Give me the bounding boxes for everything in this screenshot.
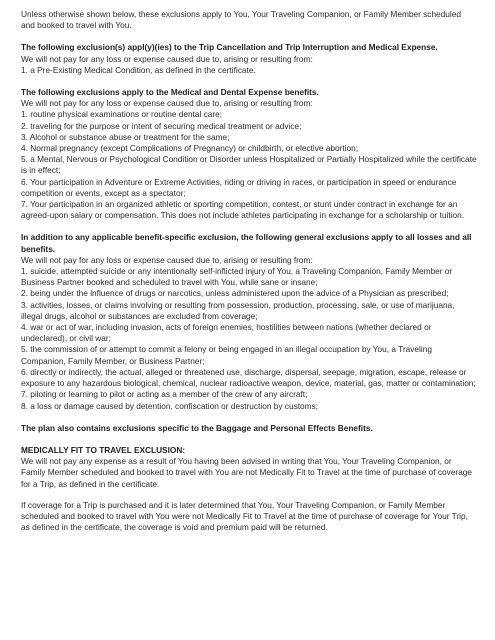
list-item: 5. a Mental, Nervous or Psychological Condition or Disorder unless Hospitalized or Partially Hospitalized while the certificate is in effect;	[21, 154, 477, 176]
medical-dental-exclusions-section	[21, 87, 477, 221]
exclusion-list	[21, 266, 477, 412]
list-item: 2. traveling for the purpose or intent of securing medical treatment or advice;	[21, 120, 302, 131]
list-item: 7. Your participation in an organized athletic or sporting competition, contest, or stunt under contract in exchange for an agreed-upon salary or compensation. This does not include athletes participating in exchange for a scholarship or tuition.	[21, 199, 465, 221]
medically-fit-paragraph-1: We will not pay any expense as a result of You having been advised in writing that You, Your Traveling Companion, or Family Member scheduled and booked to travel with You are not Medically Fit to Travel at the time of purchase of coverage for a Trip, as defined in the certificate.	[21, 456, 473, 489]
exclusion-list	[21, 109, 477, 221]
list-item: 8. a loss or damage caused by detention, confiscation or destruction by customs;	[21, 400, 319, 411]
medically-fit-paragraph-2: If coverage for a Trip is purchased and it is later determined that You, Your Traveling Companion, or Family Member scheduled and booked to travel with You were not Medically Fit to Travel at the time of purchase of coverage for Your Trip, as defined in the certificate, the coverage is void and premium paid will be returned.	[21, 499, 468, 533]
section-heading: The following exclusions apply to the Medical and Dental Expense benefits.	[21, 87, 319, 98]
section-heading: MEDICALLY FIT TO TRAVEL EXCLUSION:	[21, 444, 186, 455]
section-heading: In addition to any applicable benefit-specific exclusion, the following general exclusions apply to all losses and all benefits.	[21, 232, 472, 254]
section-heading: The following exclusion(s) appl(y)(ies) to the Trip Cancellation and Trip Interruption and Medical Expense.	[21, 42, 438, 53]
section-lead: We will not pay for any loss or expense caused due to, arising or resulting from:	[21, 53, 313, 64]
trip-cancellation-exclusions-section	[21, 42, 477, 76]
list-item: 4. war or act of war, including invasion, acts of foreign enemies, hostilities between nations (whether declared or undeclared), or civil war;	[21, 322, 432, 344]
baggage-note-section	[21, 423, 477, 434]
section-lead: We will not pay for any loss or expense caused due to, arising or resulting from:	[21, 98, 313, 109]
general-exclusions-section	[21, 232, 477, 411]
list-item: 3. Alcohol or substance abuse or treatment for the same;	[21, 131, 230, 142]
list-item: 4. Normal pregnancy (except Complications of Pregnancy) or childbirth, or elective abortion;	[21, 143, 359, 154]
exclusion-list	[21, 65, 477, 76]
list-item: 3. activities, losses, or claims involving or resulting from possession, production, processing, sale, or use of marijuana, illegal drugs, alcohol or substances are excluded from coverage;	[21, 299, 455, 321]
section-lead: We will not pay for any loss or expense caused due to, arising or resulting from:	[21, 254, 313, 265]
list-item: 6. Your participation in Adventure or Extreme Activities, riding or driving in races, or participation in speed or endurance competition or events, except as a spectator;	[21, 176, 457, 198]
list-item: 2. being under the influence of drugs or narcotics, unless administered upon the advice of a Physician as prescribed;	[21, 288, 449, 299]
list-item: 5. the commission of or attempt to commit a felony or being engaged in an illegal occupation by You, a Traveling Companion, Family Member, or Business Partner;	[21, 344, 432, 366]
list-item: 1. suicide, attempted suicide or any intentionally self-inflicted injury of You, a Traveling Companion, Family Member or Business Partner booked and scheduled to travel with You, while sane or insane;	[21, 266, 453, 288]
list-item: 7. piloting or learning to pilot or acting as a member of the crew of any aircraft;	[21, 389, 308, 400]
baggage-note: The plan also contains exclusions specific to the Baggage and Personal Effects Benefits.	[21, 422, 373, 433]
medically-fit-section	[21, 445, 477, 533]
list-item: 6. directly or indirectly, the actual, alleged or threatened use, discharge, dispersal, seepage, migration, escape, release or exposure to any hazardous biological, chemical, nuclear radioactive weapon, device, material, gas, matter or contamination;	[21, 366, 476, 389]
intro-paragraph: Unless otherwise shown below, these exclusions apply to You, Your Traveling Companion, or Family Member scheduled and booked to travel with You.	[21, 9, 461, 31]
list-item: 1. routine physical examinations or routine dental care;	[21, 109, 223, 120]
list-item: 1. a Pre-Existing Medical Condition, as defined in the certificate.	[21, 64, 256, 75]
